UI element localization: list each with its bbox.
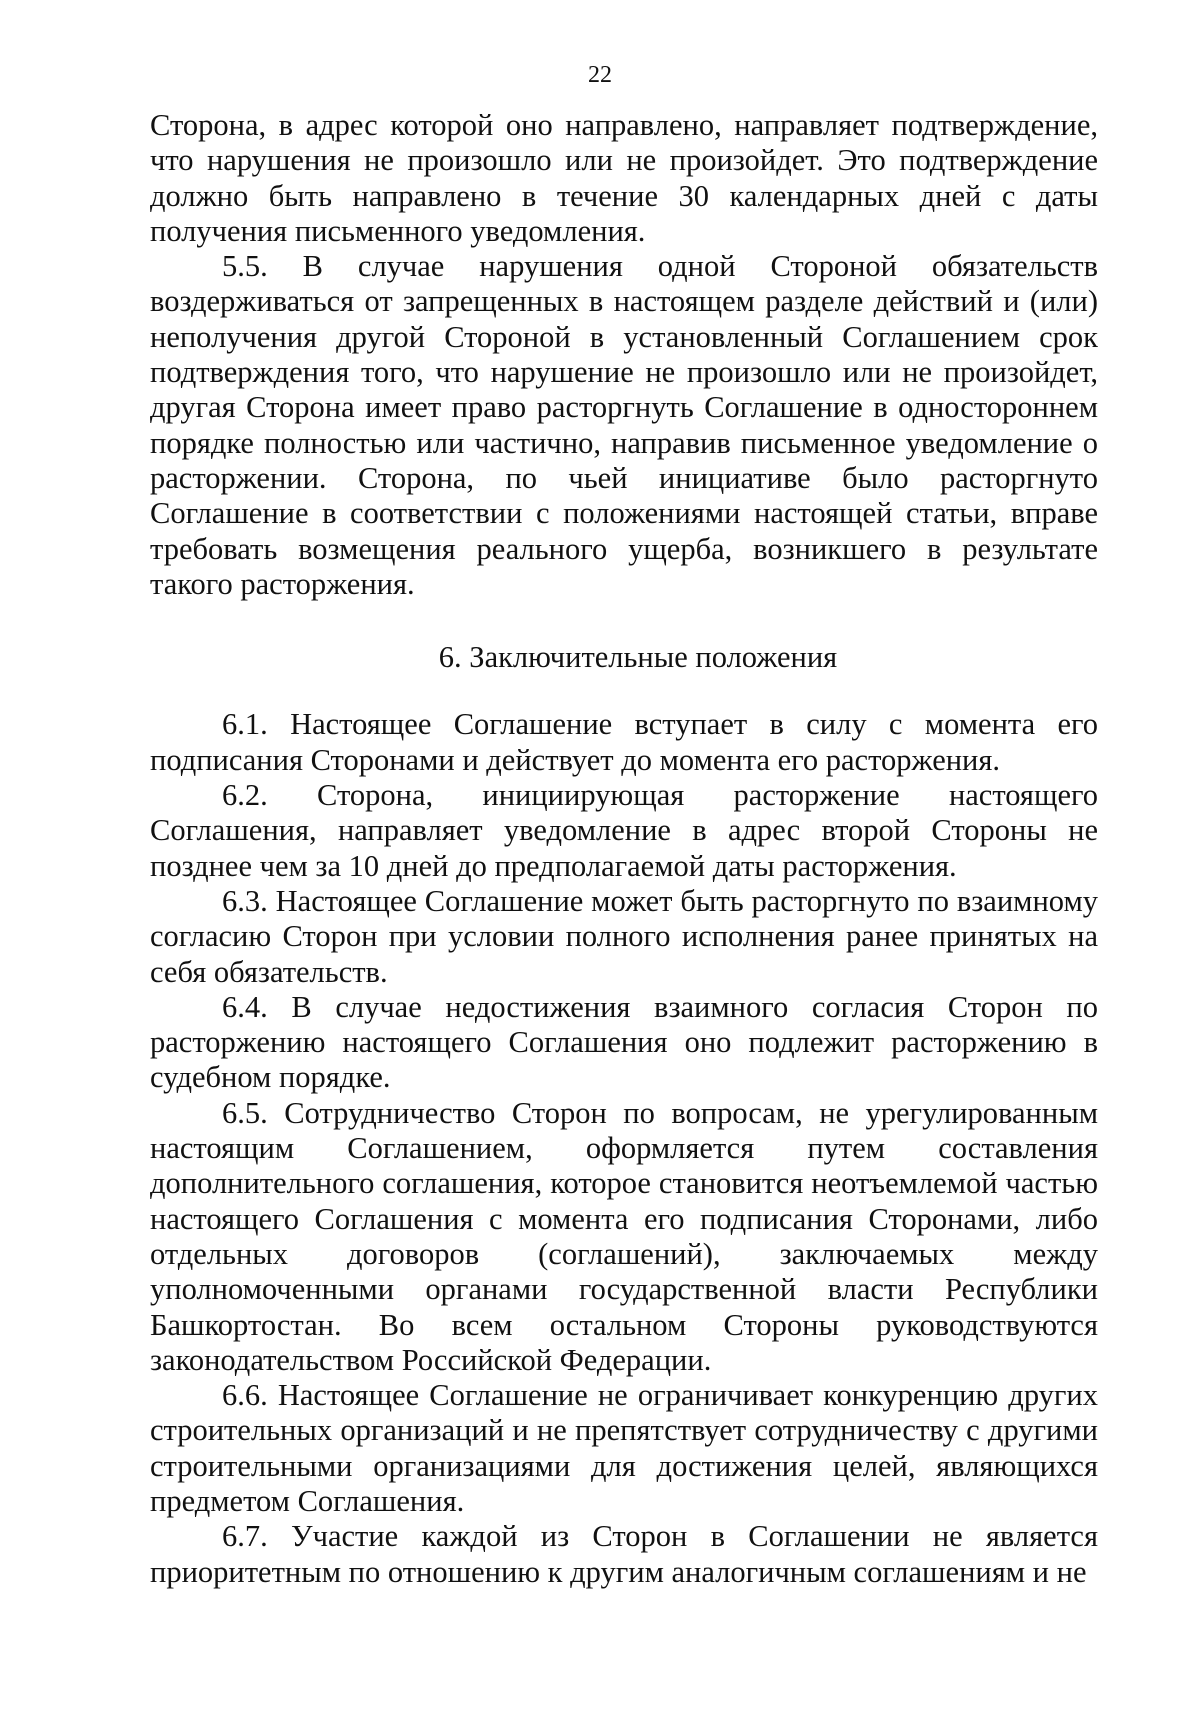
clause-6-4: 6.4. В случае недостижения взаимного согласия Сторон по расторжению настоящего Соглашения оно подлежит расторжению в судебном порядке. bbox=[150, 989, 1098, 1095]
clause-6-2: 6.2. Сторона, инициирующая расторжение настоящего Соглашения, направляет уведомление в адрес второй Стороны не позднее чем за 10 дней до предполагаемой даты расторжения. bbox=[150, 778, 1098, 883]
section-6-heading: 6. Заключительные положения bbox=[438, 640, 838, 675]
page-number: 22 bbox=[588, 62, 612, 88]
document-body bbox=[150, 108, 1098, 1590]
paragraph-continued: Сторона, в адрес которой оно направлено, направляет подтверждение, что нарушения не произошло или не произойдет. Это подтверждение должно быть направлено в течение 30 календарных дней с даты получения письменного уведомления. bbox=[150, 108, 1098, 248]
clause-6-5: 6.5. Сотрудничество Сторон по вопросам, не урегулированным настоящим Соглашением, оформляется путем составления дополнительного соглашения, которое становится неотъемлемой частью настоящего Соглашения с момента его подписания Сторонами, либо отдельных договоров (соглашений), заключаемых между уполномоченными органами государственной власти Республики Башкортостан. Во всем остальном Стороны руководствуются законодательством Российской Федерации. bbox=[150, 1095, 1098, 1377]
clause-6-3: 6.3. Настоящее Соглашение может быть расторгнуто по взаимному согласию Сторон при условии полного исполнения ранее принятых на себя обязательств. bbox=[150, 883, 1098, 989]
clause-5-5: 5.5. В случае нарушения одной Стороной обязательств воздерживаться от запрещенных в настоящем разделе действий и (или) неполучения другой Стороной в установленный Соглашением срок подтверждения того, что нарушение не произошло или не произойдет, другая Сторона имеет право расторгнуть Соглашение в одностороннем порядке полностью или частично, направив письменное уведомление о расторжении. Сторона, по чьей инициативе было расторгнуто Соглашение в соответствии с положениями настоящей статьи, вправе требовать возмещения реального ущерба, возникшего в результате такого расторжения. bbox=[150, 249, 1098, 601]
clause-6-1: 6.1. Настоящее Соглашение вступает в силу с момента его подписания Сторонами и действует до момента его расторжения. bbox=[150, 707, 1098, 777]
clause-6-7: 6.7. Участие каждой из Сторон в Соглашении не является приоритетным по отношению к другим аналогичным соглашениям и не bbox=[150, 1519, 1098, 1589]
clause-6-6: 6.6. Настоящее Соглашение не ограничивает конкуренцию других строительных организаций и не препятствует сотрудничеству с другими строительными организациями для достижения целей, являющихся предметом Соглашения. bbox=[150, 1378, 1098, 1518]
